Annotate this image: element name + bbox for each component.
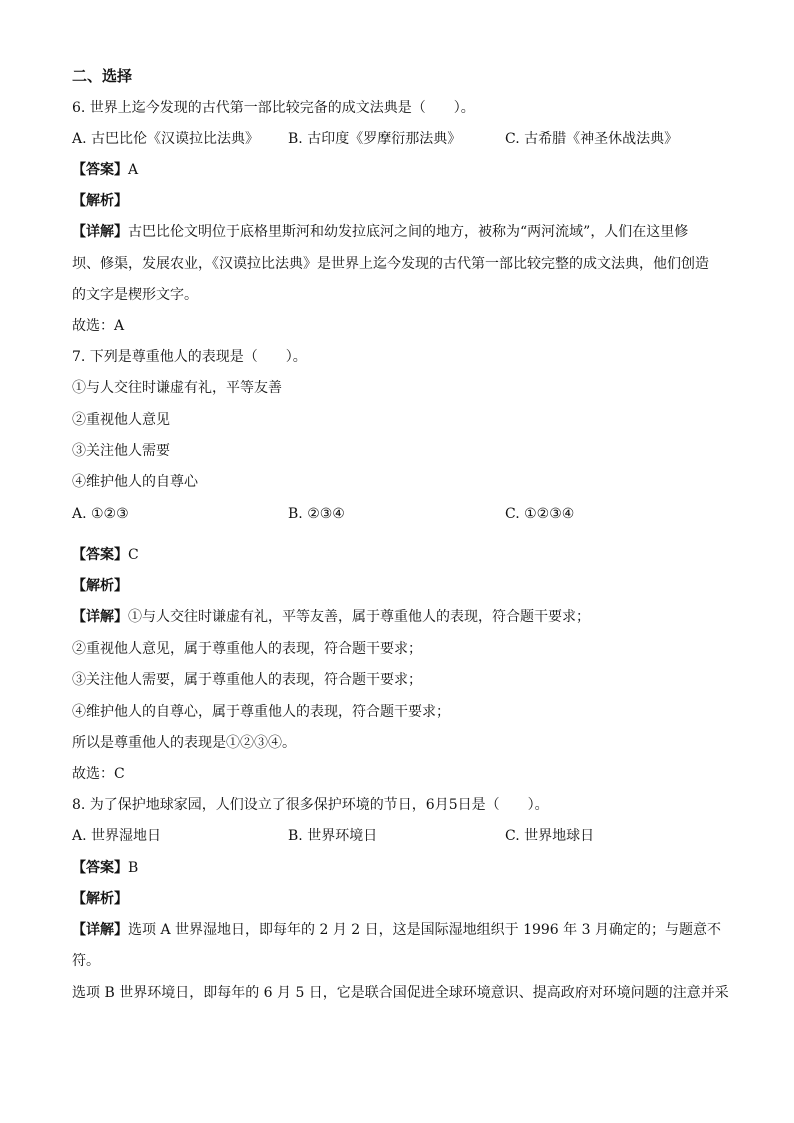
q7-detail-line-4: ④维护他人的自尊心，属于尊重他人的表现，符合题干要求； bbox=[72, 704, 450, 720]
q6-detail-line-2: 坝、修渠，发展农业，《汉谟拉比法典》是世界上迄今发现的古代第一部比较完整的成文法典，他们创造 bbox=[72, 256, 709, 272]
answer-tag: 【答案】 bbox=[72, 162, 128, 178]
q8-detail-line-3: 选项 B 世界环境日，即每年的 6 月 5 日，它是联合国促进全球环境意识、提高政府对环境问题的注意并采 bbox=[72, 985, 729, 1001]
q7-option-c: C. ①②③④ bbox=[505, 506, 575, 522]
q8-detail-line-2: 符。 bbox=[72, 953, 100, 969]
q6-analysis-tag: 【解析】 bbox=[72, 193, 128, 209]
answer-value: A bbox=[128, 162, 139, 178]
q7-item-1: ①与人交往时谦虚有礼，平等友善 bbox=[72, 380, 282, 396]
q7-detail-line-2: ②重视他人意见，属于尊重他人的表现，符合题干要求； bbox=[72, 641, 422, 657]
q8-analysis-tag: 【解析】 bbox=[72, 891, 128, 907]
q8-option-c: C. 世界地球日 bbox=[505, 828, 595, 844]
q7-detail-line-3: ③关注他人需要，属于尊重他人的表现，符合题干要求； bbox=[72, 672, 422, 688]
answer-tag: 【答案】 bbox=[72, 547, 128, 563]
answer-tag: 【答案】 bbox=[72, 860, 128, 876]
q6-detail-line-1 bbox=[72, 222, 688, 242]
detail-tag: 【详解】 bbox=[72, 922, 128, 938]
answer-value: C bbox=[128, 547, 139, 563]
q7-option-b: B. ②③④ bbox=[288, 506, 345, 522]
q7-option-a: A. ①②③ bbox=[72, 506, 129, 522]
q6-option-c: C. 古希腊《神圣休战法典》 bbox=[505, 131, 679, 147]
q8-option-b: B. 世界环境日 bbox=[288, 828, 378, 844]
detail-text: 古巴比伦文明位于底格里斯河和幼发拉底河之间的地方，被称为“两河流域”，人们在这里修 bbox=[128, 224, 689, 240]
q7-item-3: ③关注他人需要 bbox=[72, 443, 170, 459]
q8-stem: 8. 为了保护地球家园，人们设立了很多保护环境的节日，6月5日是（ ）。 bbox=[72, 797, 549, 813]
q6-detail-line-3: 的文字是楔形文字。 bbox=[72, 287, 198, 303]
q7-item-2: ②重视他人意见 bbox=[72, 412, 170, 428]
detail-tag: 【详解】 bbox=[72, 224, 128, 240]
q6-stem: 6. 世界上迄今发现的古代第一部比较完备的成文法典是（ ）。 bbox=[72, 100, 475, 116]
detail-text: 选项 A 世界湿地日，即每年的 2 月 2 日，这是国际湿地组织于 1996 年 3 月确定的；与题意不 bbox=[128, 922, 721, 938]
q8-option-a: A. 世界湿地日 bbox=[72, 828, 162, 844]
q7-analysis-tag: 【解析】 bbox=[72, 578, 128, 594]
answer-value: B bbox=[128, 860, 139, 876]
detail-tag: 【详解】 bbox=[72, 609, 128, 625]
q6-conclusion: 故选：A bbox=[72, 318, 125, 334]
detail-text: ①与人交往时谦虚有礼，平等友善，属于尊重他人的表现，符合题干要求； bbox=[128, 609, 590, 625]
q8-detail-line-1 bbox=[72, 920, 721, 940]
q7-item-4: ④维护他人的自尊心 bbox=[72, 474, 198, 490]
q7-detail-line-5: 所以是尊重他人的表现是①②③④。 bbox=[72, 735, 296, 751]
q8-answer bbox=[72, 858, 138, 878]
q7-stem: 7. 下列是尊重他人的表现是（ ）。 bbox=[72, 349, 307, 365]
q7-detail-line-1 bbox=[72, 607, 590, 627]
section-title: 二、选择 bbox=[72, 67, 133, 85]
q6-answer bbox=[72, 160, 138, 180]
q7-answer bbox=[72, 545, 139, 565]
q6-option-a: A. 古巴比伦《汉谟拉比法典》 bbox=[72, 131, 260, 147]
q7-conclusion: 故选：C bbox=[72, 766, 125, 782]
q6-option-b: B. 古印度《罗摩衍那法典》 bbox=[288, 131, 462, 147]
